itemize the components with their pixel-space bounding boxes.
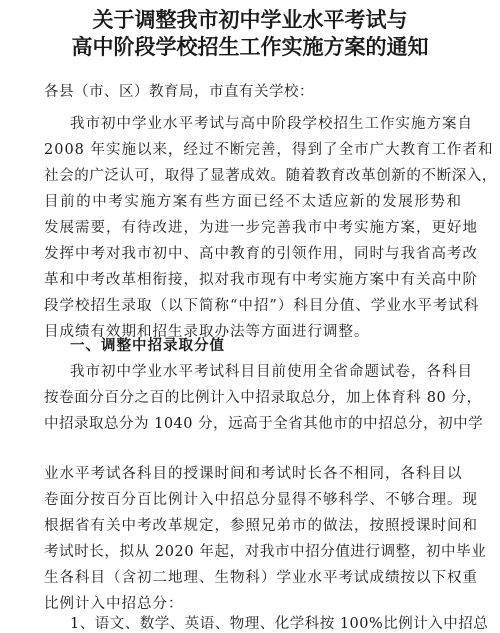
- paragraph-3-line: 比例计入中招总分：: [44, 596, 184, 612]
- paragraph-3-line: 生各科目（含初二地理、生物科）学业水平考试成绩按以下权重: [44, 570, 478, 586]
- paragraph-1-line: 段学校招生录取（以下简称“中招”）科目分值、学业水平考试科: [44, 298, 480, 314]
- document-title-line-1: 关于调整我市初中学业水平考试与: [92, 7, 408, 32]
- paragraph-1-line: 发挥中考对我市初中、高中教育的引领作用，同时与我省高考改: [44, 246, 478, 262]
- section-1-heading: 一、调整中招录取分值: [70, 337, 225, 354]
- document-title-line-2: 高中阶段学校招生工作实施方案的通知: [71, 34, 429, 59]
- paragraph-2-line: 中招录取总分为 1040 分，远高于全省其他市的中招总分，初中学: [44, 416, 484, 432]
- paragraph-1-line: 目成绩有效期和招生录取办法等方面进行调整。: [44, 324, 370, 340]
- salutation: 各县（市、区）教育局，市直有关学校：: [44, 84, 314, 100]
- paragraph-1-line: 社会的广泛认可，取得了显著成效。随着教育改革创新的不断深入，: [44, 168, 497, 184]
- paragraph-3-line: 卷面分按百分百比例计入中招总分显得不够科学、不够合理。现: [44, 492, 478, 508]
- list-item-1: 1、语文、数学、英语、物理、化学科按 100%比例计入中招总: [70, 616, 489, 632]
- paragraph-1-line: 目前的中考实施方案有些方面已经不太适应新的发展形势和: [44, 194, 463, 210]
- paragraph-2-line: 我市初中学业水平考试科目目前使用全省命题试卷，各科目: [70, 364, 473, 380]
- paragraph-1-line: 我市初中学业水平考试与高中阶段学校招生工作实施方案自: [70, 116, 473, 132]
- paragraph-2-line: 按卷面分百分之百的比例计入中招录取总分，加上体育科 80 分，: [44, 390, 482, 406]
- paragraph-3-line: 考试时长，拟从 2020 年起，对我市中招分值进行调整，初中毕业: [44, 544, 487, 560]
- paragraph-1-line: 2008 年实施以来，经过不断完善，得到了全市广大教育工作者和: [44, 142, 494, 158]
- paragraph-1-line: 发展需要，有待改进，为进一步完善我市中考实施方案，更好地: [44, 220, 478, 236]
- paragraph-3-line: 根据省有关中考改革规定，参照兄弟市的做法，按照授课时间和: [44, 518, 478, 534]
- paragraph-1-line: 革和中考改革相衔接，拟对我市现有中考实施方案中有关高中阶: [44, 272, 478, 288]
- paragraph-3-line: 业水平考试各科目的授课时间和考试时长各不相同，各科目以: [44, 466, 463, 482]
